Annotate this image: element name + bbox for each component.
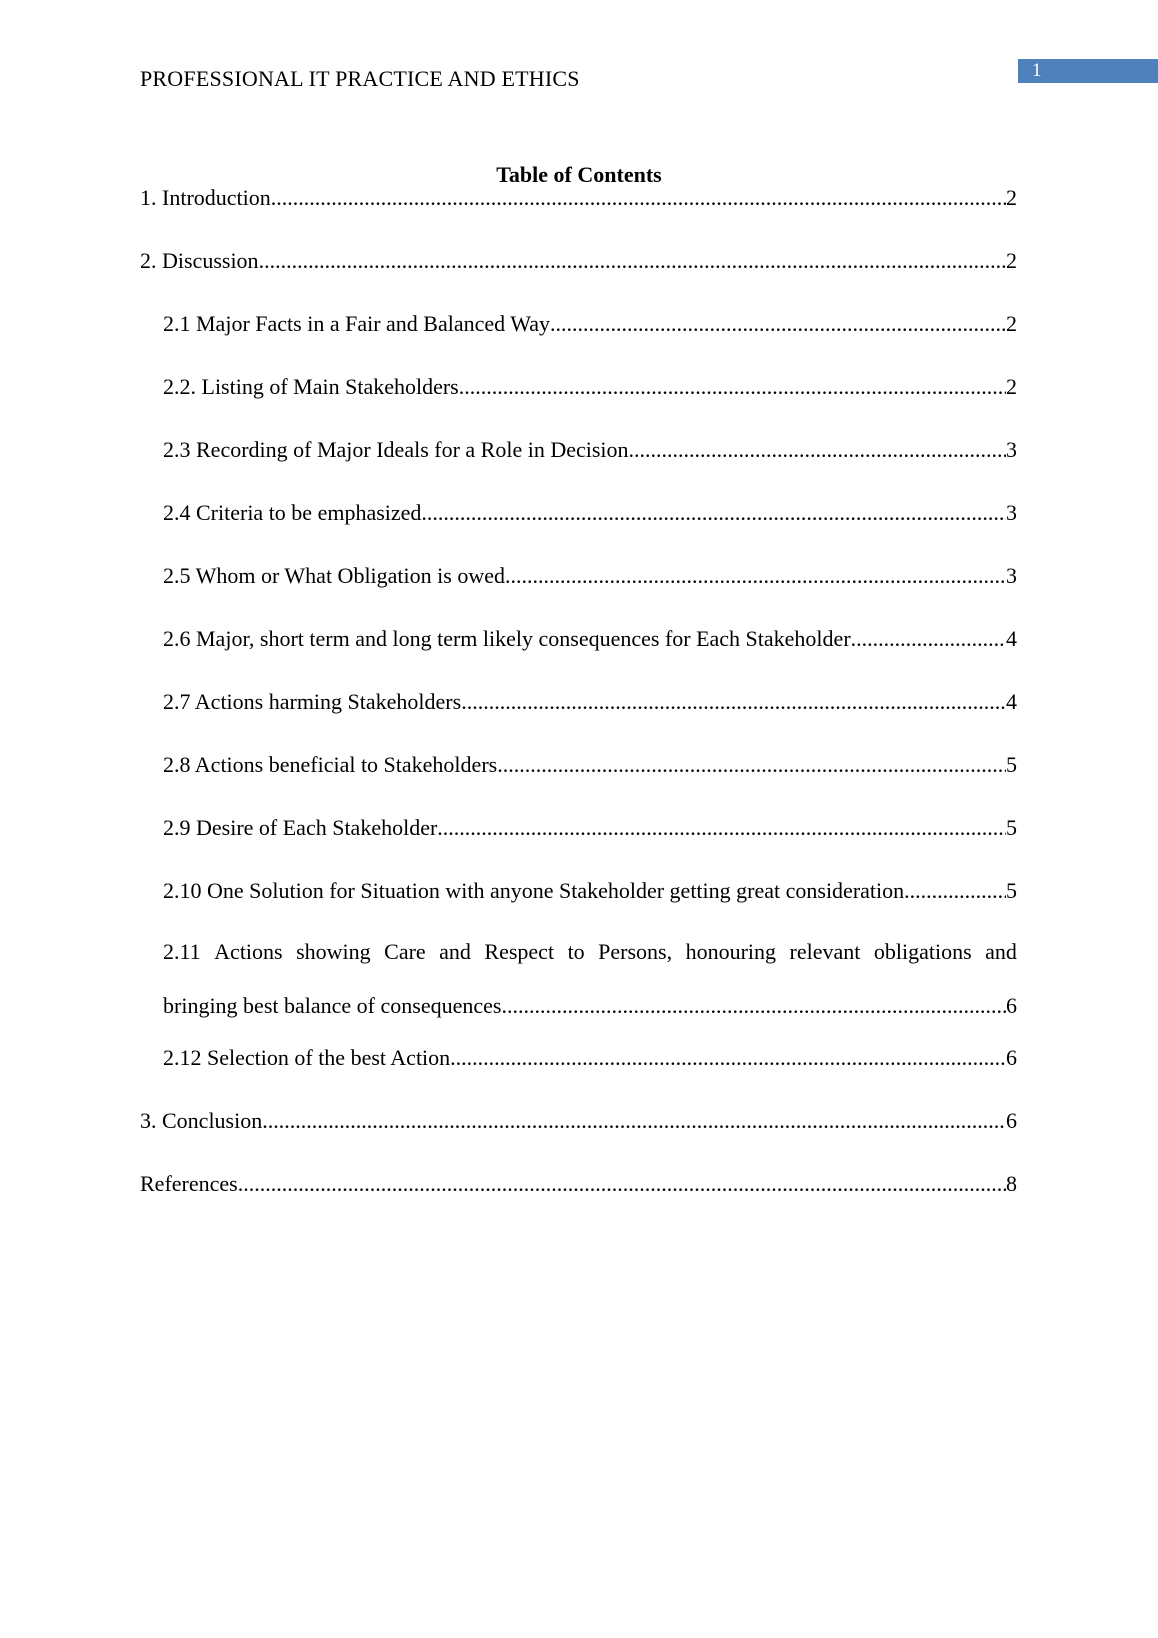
toc-leader [421, 498, 1006, 528]
toc-entry-page: 5 [1006, 878, 1017, 903]
toc-entry-page: 3 [1006, 563, 1017, 588]
toc-leader [450, 1043, 1006, 1073]
toc-entry-label: 2.4 Criteria to be emphasized [163, 500, 422, 525]
toc-leader [459, 372, 1006, 402]
toc-entry-2-8[interactable] [163, 750, 1017, 780]
toc-entry-label: 2.9 Desire of Each Stakeholder [163, 815, 438, 840]
toc-entry-2-5[interactable] [163, 561, 1017, 591]
toc-entry-label: 2.8 Actions beneficial to Stakeholders [163, 752, 498, 777]
toc-entry-label: 2.5 Whom or What Obligation is owed [163, 563, 505, 588]
toc-word: Persons, [598, 939, 673, 964]
toc-entry-label: 3. Conclusion [140, 1108, 263, 1133]
toc-word: to [567, 939, 585, 964]
toc-entry-page: 2 [1006, 311, 1017, 336]
toc-leader [461, 687, 1006, 717]
toc-entry-page: 2 [1006, 248, 1017, 273]
toc-entry-page: 4 [1006, 689, 1017, 714]
toc-word: showing [296, 939, 371, 964]
toc-word: and [439, 939, 471, 964]
toc-leader [271, 183, 1006, 213]
toc-entry-page: 3 [1006, 500, 1017, 525]
toc-entry-2-10[interactable] [163, 876, 1017, 906]
toc-word: relevant [789, 939, 861, 964]
toc-heading: Table of Contents [496, 162, 662, 187]
toc-word: 2.11 [163, 939, 201, 964]
toc-entry-page: 6 [1006, 1045, 1017, 1070]
toc-entry-introduction[interactable] [140, 183, 1017, 213]
toc-leader [851, 624, 1006, 654]
toc-entry-label: References [140, 1171, 238, 1196]
toc-entry-page: 4 [1006, 626, 1017, 651]
toc-entry-page: 2 [1006, 185, 1017, 210]
toc-entry-page: 5 [1006, 752, 1017, 777]
toc-entry-page: 6 [1006, 993, 1017, 1018]
toc-entry-label: 2.12 Selection of the best Action [163, 1045, 451, 1070]
toc-entry-page: 5 [1006, 815, 1017, 840]
toc-leader [501, 979, 1006, 1033]
toc-entry-2-9[interactable] [163, 813, 1017, 843]
toc-word: honouring [685, 939, 777, 964]
toc-leader [904, 876, 1006, 906]
toc-entry-line [163, 925, 1017, 979]
toc-entry-label-continued: bringing best balance of consequences [163, 993, 502, 1018]
toc-entry-label: 2.1 Major Facts in a Fair and Balanced Way [163, 311, 550, 336]
toc-leader [497, 750, 1006, 780]
toc-entry-2-1[interactable] [163, 309, 1017, 339]
toc-leader [262, 1106, 1006, 1136]
toc-entry-page: 2 [1006, 374, 1017, 399]
toc-leader [238, 1169, 1006, 1199]
toc-entry-page: 3 [1006, 437, 1017, 462]
toc-word: Care [384, 939, 426, 964]
toc-entry-label: 2.6 Major, short term and long term likely consequences for Each Stakeholder [163, 626, 851, 651]
toc-word: and [985, 939, 1017, 964]
toc-entry-2-12[interactable] [163, 1043, 1017, 1073]
toc-entry-label: 2. Discussion [140, 248, 259, 273]
toc-leader [259, 246, 1006, 276]
toc-entry-label: 2.3 Recording of Major Ideals for a Role in Decision [163, 437, 629, 462]
toc-leader [505, 561, 1006, 591]
toc-entry-page: 8 [1006, 1171, 1017, 1196]
toc-leader [550, 309, 1006, 339]
toc-entry-conclusion[interactable] [140, 1106, 1017, 1136]
toc-entry-2-2[interactable] [163, 372, 1017, 402]
toc-entry-line [163, 979, 1017, 1033]
running-header-title: PROFESSIONAL IT PRACTICE AND ETHICS [140, 66, 580, 91]
page-number-badge [1018, 59, 1158, 83]
page-number: 1 [1032, 60, 1042, 81]
toc-entry-2-11[interactable] [163, 925, 1017, 1033]
toc-entry-2-3[interactable] [163, 435, 1017, 465]
toc-entry-references[interactable] [140, 1169, 1017, 1199]
toc-word: Actions [214, 939, 283, 964]
toc-entry-2-6[interactable] [163, 624, 1017, 654]
toc-entry-label: 2.2. Listing of Main Stakeholders [163, 374, 459, 399]
toc-entry-label: 2.7 Actions harming Stakeholders [163, 689, 462, 714]
toc-entry-2-7[interactable] [163, 687, 1017, 717]
toc-entry-2-4[interactable] [163, 498, 1017, 528]
toc-entry-page: 6 [1006, 1108, 1017, 1133]
toc-word: Respect [484, 939, 555, 964]
toc-leader [629, 435, 1006, 465]
toc-entry-discussion[interactable] [140, 246, 1017, 276]
toc-entry-label: 1. Introduction [140, 185, 271, 210]
toc-entry-label: 2.10 One Solution for Situation with anyone Stakeholder getting great consideration [163, 878, 905, 903]
toc-word: obligations [873, 939, 972, 964]
toc-leader [437, 813, 1006, 843]
